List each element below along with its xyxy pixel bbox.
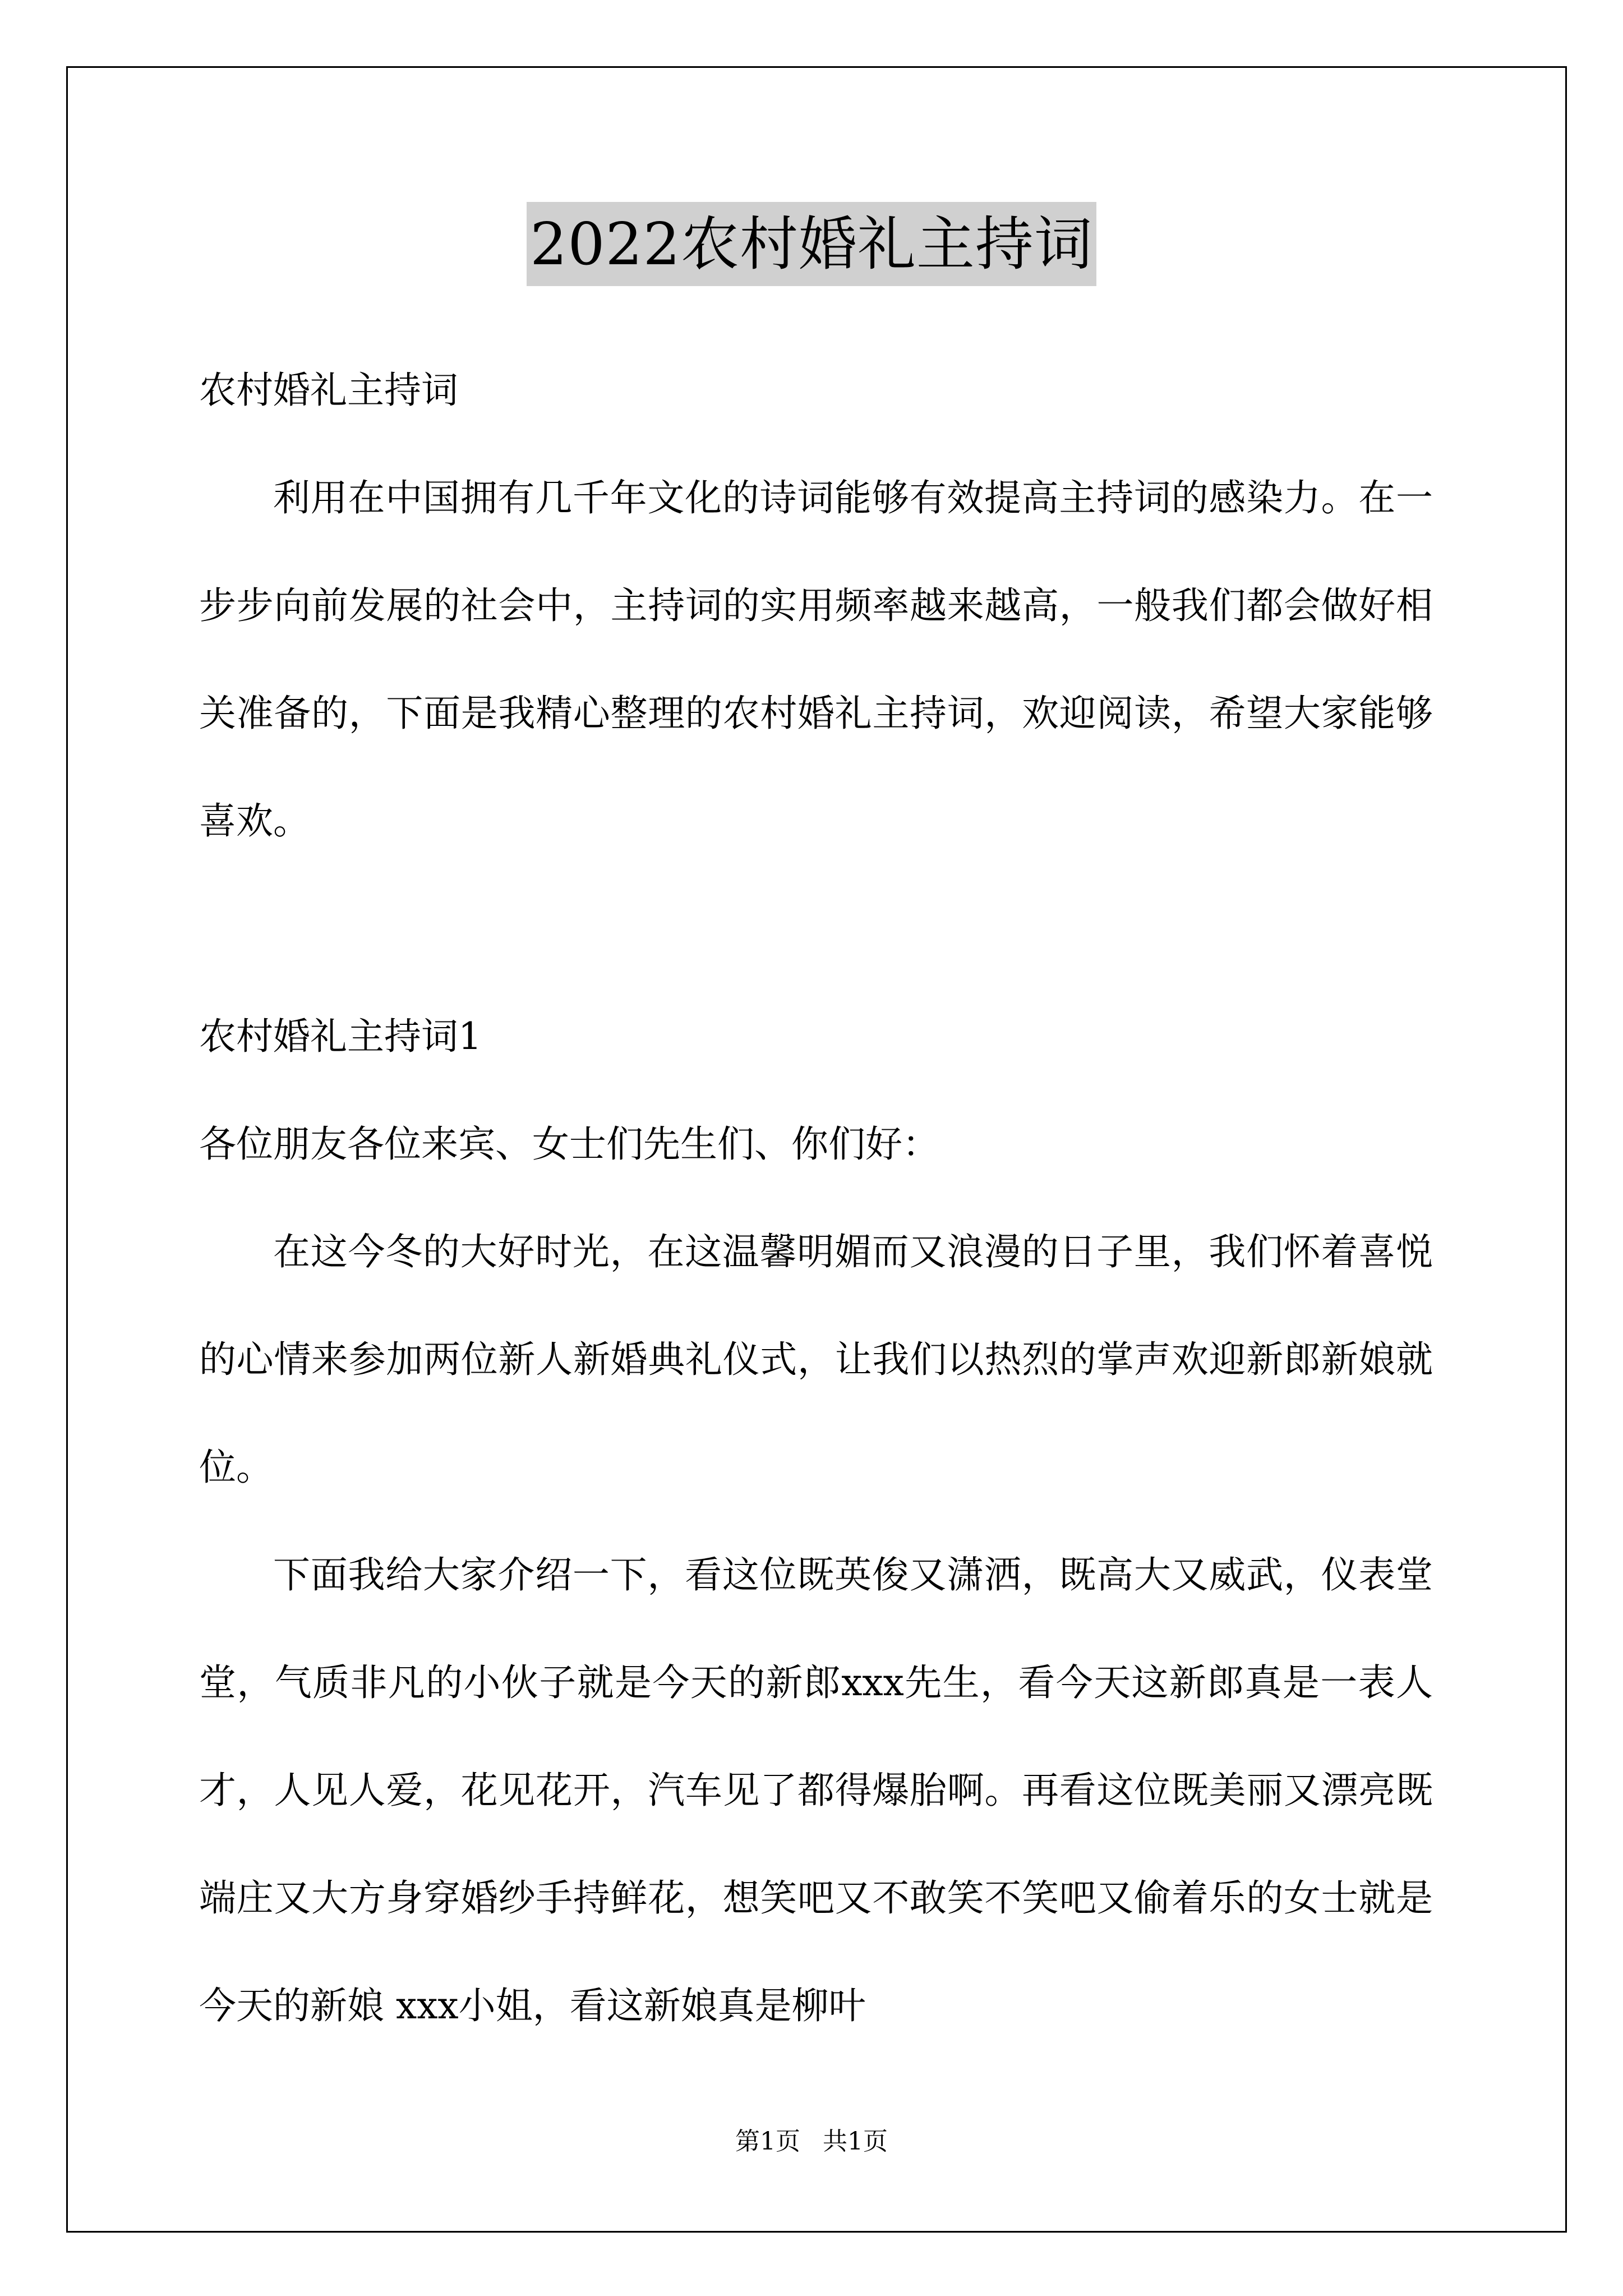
paragraph: 利用在中国拥有几千年文化的诗词能够有效提高主持词的感染力。在一步步向前发展的社会中，主持词的实用频率越来越高，一般我们都会做好相关准备的，下面是我精心整理的农村婚礼主持词，欢迎阅读，希望大家能够喜欢。 <box>199 476 1433 843</box>
paragraph: 在这今冬的大好时光，在这温馨明媚而又浪漫的日子里，我们怀着喜悦的心情来参加两位新人新婚典礼仪式，让我们以热烈的掌声欢迎新郎新娘就位。 <box>199 1230 1433 1489</box>
title-container <box>0 202 1623 286</box>
document-body <box>199 337 1433 2060</box>
document-title: 2022农村婚礼主持词 <box>527 202 1096 286</box>
page-total: 共1页 <box>823 2127 888 2156</box>
page-footer <box>0 2125 1623 2159</box>
paragraph: 农村婚礼主持词 <box>199 369 458 412</box>
paragraph: 农村婚礼主持词1 <box>199 1015 482 1058</box>
page-number: 第1页 <box>735 2127 800 2156</box>
paragraph: 各位朋友各位来宾、女士们先生们、你们好： <box>199 1122 939 1166</box>
paragraph: 下面我给大家介绍一下，看这位既英俊又潇洒，既高大又威武，仪表堂堂，气质非凡的小伙子就是今天的新郎xxx先生，看今天这新郎真是一表人才，人见人爱，花见花开，汽车见了都得爆胎啊。再看这位既美丽又漂亮既端庄又大方身穿婚纱手持鲜花，想笑吧又不敢笑不笑吧又偷着乐的女士就是今天的新娘 xxx小姐，看这新娘真是柳叶 <box>199 1553 1433 2027</box>
